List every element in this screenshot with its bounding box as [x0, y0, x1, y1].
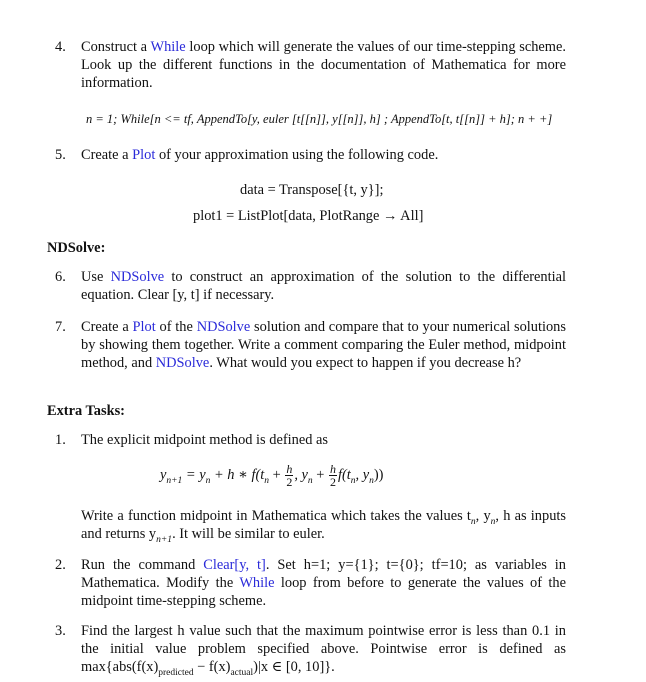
item-text: Find the largest h value such that the maximum pointwise error is less than 0.1 in the initial value problem specified above. Pointwise error is defined as $\max\{abs(f(x)_{predicted} - f(x)_{actual})|x$ ∈ [0, 10]}. — [81, 623, 566, 678]
item-text: Create a Plot of your approximation using the following code. — [81, 147, 439, 163]
item-4 — [55, 38, 567, 94]
clear-link[interactable]: Clear[y, t] — [203, 557, 266, 573]
item-6 — [55, 268, 567, 306]
extra-task-1 — [55, 431, 567, 451]
item-text: Create a Plot of the NDSolve solution and compare that to your numerical solutions by showing them together. Write a comment comparing the Euler method, midpoint method, and NDSolve. What would you expect to happen if you decrease h? — [81, 319, 566, 371]
ndsolve-link[interactable]: NDSolve — [155, 355, 210, 371]
item-5 — [55, 146, 567, 166]
code-line-transpose: data = Transpose[{t, y}]; — [240, 182, 384, 198]
item-text: The explicit midpoint method is defined as — [81, 432, 328, 448]
fraction-h-over-2: $\frac{h}{2}$ — [286, 462, 293, 490]
ndsolve-link[interactable]: NDSolve — [110, 269, 165, 285]
while-link[interactable]: While — [150, 39, 186, 55]
extra-task-1-description: Write a function midpoint in Mathematica which takes the values $t_n$, $y_n$, h as inputs and returns $y_{n+1}$. It will be similar to euler. — [81, 508, 566, 545]
item-number: 3. — [55, 623, 66, 639]
ndsolve-heading: NDSolve: — [47, 240, 106, 256]
plot-link[interactable]: Plot — [132, 147, 156, 163]
item-number: 6. — [55, 269, 66, 285]
while-link[interactable]: While — [239, 575, 275, 591]
fraction-h-over-2: $\frac{h}{2}$ — [329, 462, 336, 490]
item-7 — [55, 318, 567, 392]
ndsolve-link[interactable]: NDSolve — [196, 319, 251, 335]
while-loop-code: n = 1; While[n <= tf, AppendTo[y, euler [t[[n]], y[[n]], h] ; AppendTo[t, t[[n]] + h]; n + +] — [86, 112, 553, 126]
extra-task-3 — [55, 622, 567, 678]
item-number: 4. — [55, 39, 66, 55]
plot-link[interactable]: Plot — [132, 319, 156, 335]
item-number: 2. — [55, 557, 66, 573]
extra-task-2 — [55, 556, 567, 612]
code-line-listplot: plot1 = ListPlot[data, PlotRange → All] — [193, 208, 424, 224]
midpoint-formula: $y_{n+1} = y_n + h$ ∗ $f(t_n$ + $\frac{h}{2}$ , $y_n$ + $\frac{h}{2}$ $f(t_n$, $y_n$)) — [160, 462, 384, 490]
item-number: 7. — [55, 319, 66, 335]
item-number: 1. — [55, 432, 66, 448]
item-text: Run the command Clear[y, t]. Set h=1; y={1}; t={0}; tf=10; as variables in Mathematica. Modify the While loop from before to generate the values of the midpoint time-stepping scheme. — [81, 557, 566, 609]
extra-tasks-heading: Extra Tasks: — [47, 403, 125, 419]
item-text: Construct a While loop which will generate the values of our time-stepping scheme. Look up the different functions in the documentation of Mathematica for more information. — [81, 39, 566, 91]
item-number: 5. — [55, 147, 66, 163]
item-text: Use NDSolve to construct an approximation of the solution to the differential equation. Clear [y, t] if necessary. — [81, 269, 567, 303]
